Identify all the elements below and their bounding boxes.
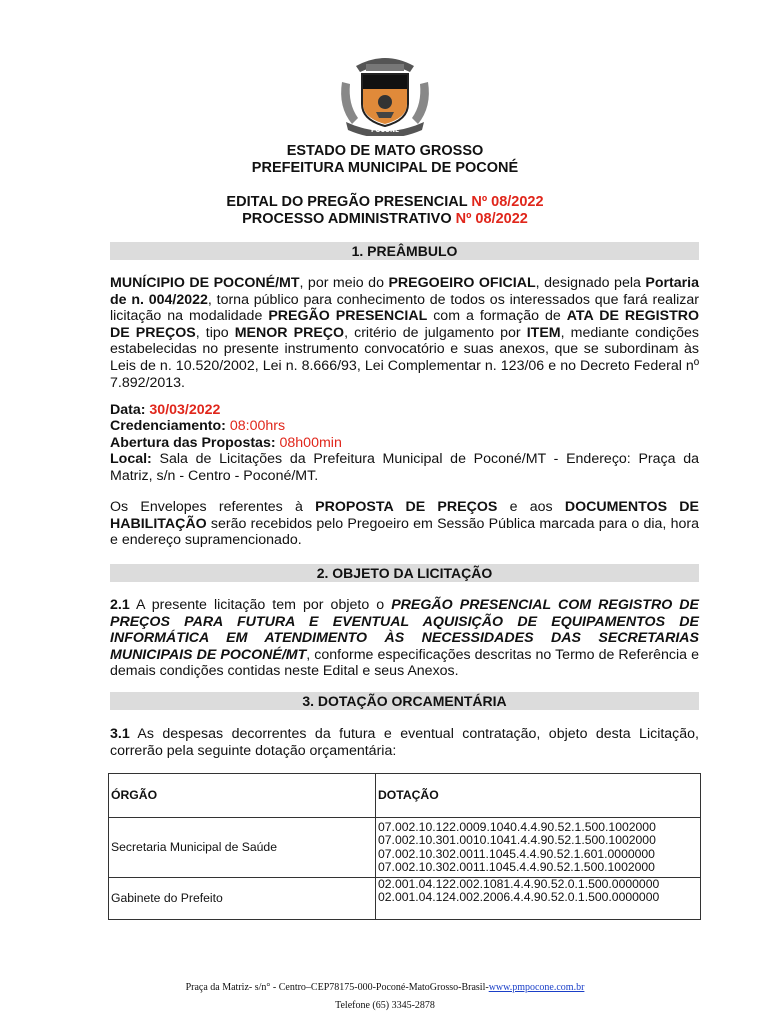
- local-label: Local:: [110, 451, 160, 468]
- table-row: [109, 818, 701, 878]
- processo-number: Nº 08/2022: [455, 211, 528, 227]
- date-value: 30/03/2022: [149, 402, 221, 418]
- dotacao-table: [108, 773, 701, 920]
- portaria-label: Portaria de n. 004/2022: [110, 275, 699, 308]
- preambulo-text-3: , torna público para conhecimento de todos os interessados que fará realizar licitação na modalidade: [110, 291, 699, 325]
- edital-number: Nº 08/2022: [471, 194, 544, 210]
- header-orgao: ÓRGÃO: [109, 774, 376, 818]
- section-1-heading: 1. PREÂMBULO: [110, 242, 699, 260]
- dotacao-paragraph: [110, 726, 699, 759]
- objeto-paragraph: [110, 597, 699, 680]
- pregoeiro-label: PREGOEIRO OFICIAL: [388, 275, 536, 291]
- section-3-heading: 3. DOTAÇÃO ORCAMENTÁRIA: [110, 692, 699, 710]
- schedule-credenciamento: [110, 418, 699, 434]
- schedule-local: [110, 451, 699, 484]
- date-label: Data:: [110, 402, 150, 418]
- preambulo-text-7: , mediante condições estabelecidas no presente instrumento convocatório e suas anexos, que se subordinam às Leis de n. 10.520/2002, Lei n. 8.666/93, Lei Complementar n. 123/06 e no Decreto Federal nº 7.892/2013.: [110, 324, 699, 391]
- municipal-crest-logo: [336, 52, 434, 136]
- dotacao-code: 07.002.10.302.0011.1045.4.4.90.52.1.500.1002000: [378, 859, 655, 874]
- dotacao-text: As despesas decorrentes da futura e eventual contratação, objeto desta Licitação, correrão pela seguinte dotação orçamentária:: [110, 726, 699, 759]
- processo-prefix: PROCESSO ADMINISTRATIVO: [242, 211, 456, 227]
- ata-label: ATA DE REGISTRO DE PREÇOS: [110, 308, 700, 341]
- objeto-text-1: A presente licitação tem por objeto o: [129, 597, 392, 613]
- schedule-date: [110, 402, 699, 418]
- table-header-row: [109, 774, 701, 818]
- footer-website-link[interactable]: www.pmpocone.com.br: [488, 982, 585, 993]
- credenciamento-value: 08:00hrs: [229, 418, 286, 435]
- preambulo-text-2: , designado pela: [535, 275, 646, 291]
- preambulo-text-4: com a formação de: [427, 308, 567, 325]
- preambulo-paragraph: [110, 275, 699, 391]
- state-title: ESTADO DE MATO GROSSO: [286, 143, 484, 159]
- envelopes-text-1: Os Envelopes referentes à: [110, 499, 316, 515]
- dotacao-code: 07.002.10.301.0010.1041.4.4.90.52.1.500.1002000: [378, 833, 656, 848]
- preambulo-text-6: , critério de julgamento por: [344, 324, 527, 341]
- section-2-heading: 2. OBJETO DA LICITAÇÃO: [110, 564, 699, 582]
- envelopes-text-2: e aos: [497, 499, 565, 515]
- dotacao-code: 07.002.10.122.0009.1040.4.4.90.52.1.500.1002000: [378, 819, 656, 834]
- documentos-label: DOCUMENTOS DE HABILITAÇÃO: [110, 499, 700, 532]
- objeto-text-2: , conforme especificações descritas no Termo de Referência e demais condições contidas neste Edital e seus Anexos.: [110, 646, 699, 680]
- processo-title: [0, 211, 770, 228]
- header-dotacao: DOTAÇÃO: [376, 774, 701, 818]
- dotacao-number: 3.1: [110, 726, 130, 742]
- footer-phone: Telefone (65) 3345-2878: [335, 1000, 435, 1011]
- svg-text:POCONÉ: POCONÉ: [370, 127, 400, 134]
- dotacao-cell: [376, 878, 701, 920]
- prefecture-title: PREFEITURA MUNICIPAL DE POCONÉ: [251, 160, 519, 176]
- footer-address-text: Praça da Matriz- s/n° - Centro–CEP78175-000-Poconé-MatoGrosso-Brasil-: [185, 982, 489, 993]
- local-value: Sala de Licitações da Prefeitura Municipal de Poconé/MT - Endereço: Praça da Matriz, s/n - Centro - Poconé/MT.: [110, 451, 699, 484]
- dotacao-code: 02.001.04.124.002.2006.4.4.90.52.0.1.500.0000000: [378, 890, 660, 905]
- menor-preco-label: MENOR PREÇO: [234, 324, 345, 341]
- edital-prefix: EDITAL DO PREGÃO PRESENCIAL: [226, 194, 472, 210]
- credenciamento-label: Credenciamento:: [110, 418, 230, 435]
- footer-address: [0, 982, 770, 993]
- dotacao-code: 07.002.10.302.0011.1045.4.4.90.52.1.601.0000000: [378, 846, 655, 861]
- table-row: [109, 878, 701, 920]
- orgao-cell: Gabinete do Prefeito: [109, 878, 376, 920]
- item-label: ITEM: [526, 324, 561, 341]
- envelopes-paragraph: [110, 499, 699, 549]
- municipio-name: MUNÍCIPIO DE POCONÉ/MT: [110, 275, 300, 291]
- abertura-label: Abertura das Propostas:: [110, 434, 280, 451]
- dotacao-cell: [376, 818, 701, 878]
- abertura-value: 08h00min: [279, 434, 342, 451]
- schedule-abertura: [110, 435, 699, 451]
- pregao-label: PREGÃO PRESENCIAL: [268, 308, 428, 325]
- preambulo-text-1: , por meio do: [299, 275, 389, 291]
- objeto-number: 2.1: [110, 597, 130, 613]
- objeto-bold-text: PREGÃO PRESENCIAL COM REGISTRO DE PREÇOS PARA FUTURA E EVENTUAL AQUISIÇÃO DE EQUIPAMENTOS DE INFORMÁTICA EM ATENDIMENTO ÀS NECESSIDADES DAS SECRETARIAS MUNICIPAIS DE POCONÉ/MT: [110, 597, 699, 663]
- dotacao-code: 02.001.04.122.002.1081.4.4.90.52.0.1.500.0000000: [378, 877, 660, 891]
- envelopes-text-3: serão recebidos pelo Pregoeiro em Sessão Pública marcada para o dia, hora e endereço supramencionado.: [110, 515, 699, 549]
- schedule-block: [110, 402, 699, 484]
- edital-title: [0, 194, 770, 211]
- preambulo-text-5: , tipo: [195, 324, 235, 341]
- orgao-cell: Secretaria Municipal de Saúde: [109, 818, 376, 878]
- proposta-label: PROPOSTA DE PREÇOS: [315, 499, 498, 515]
